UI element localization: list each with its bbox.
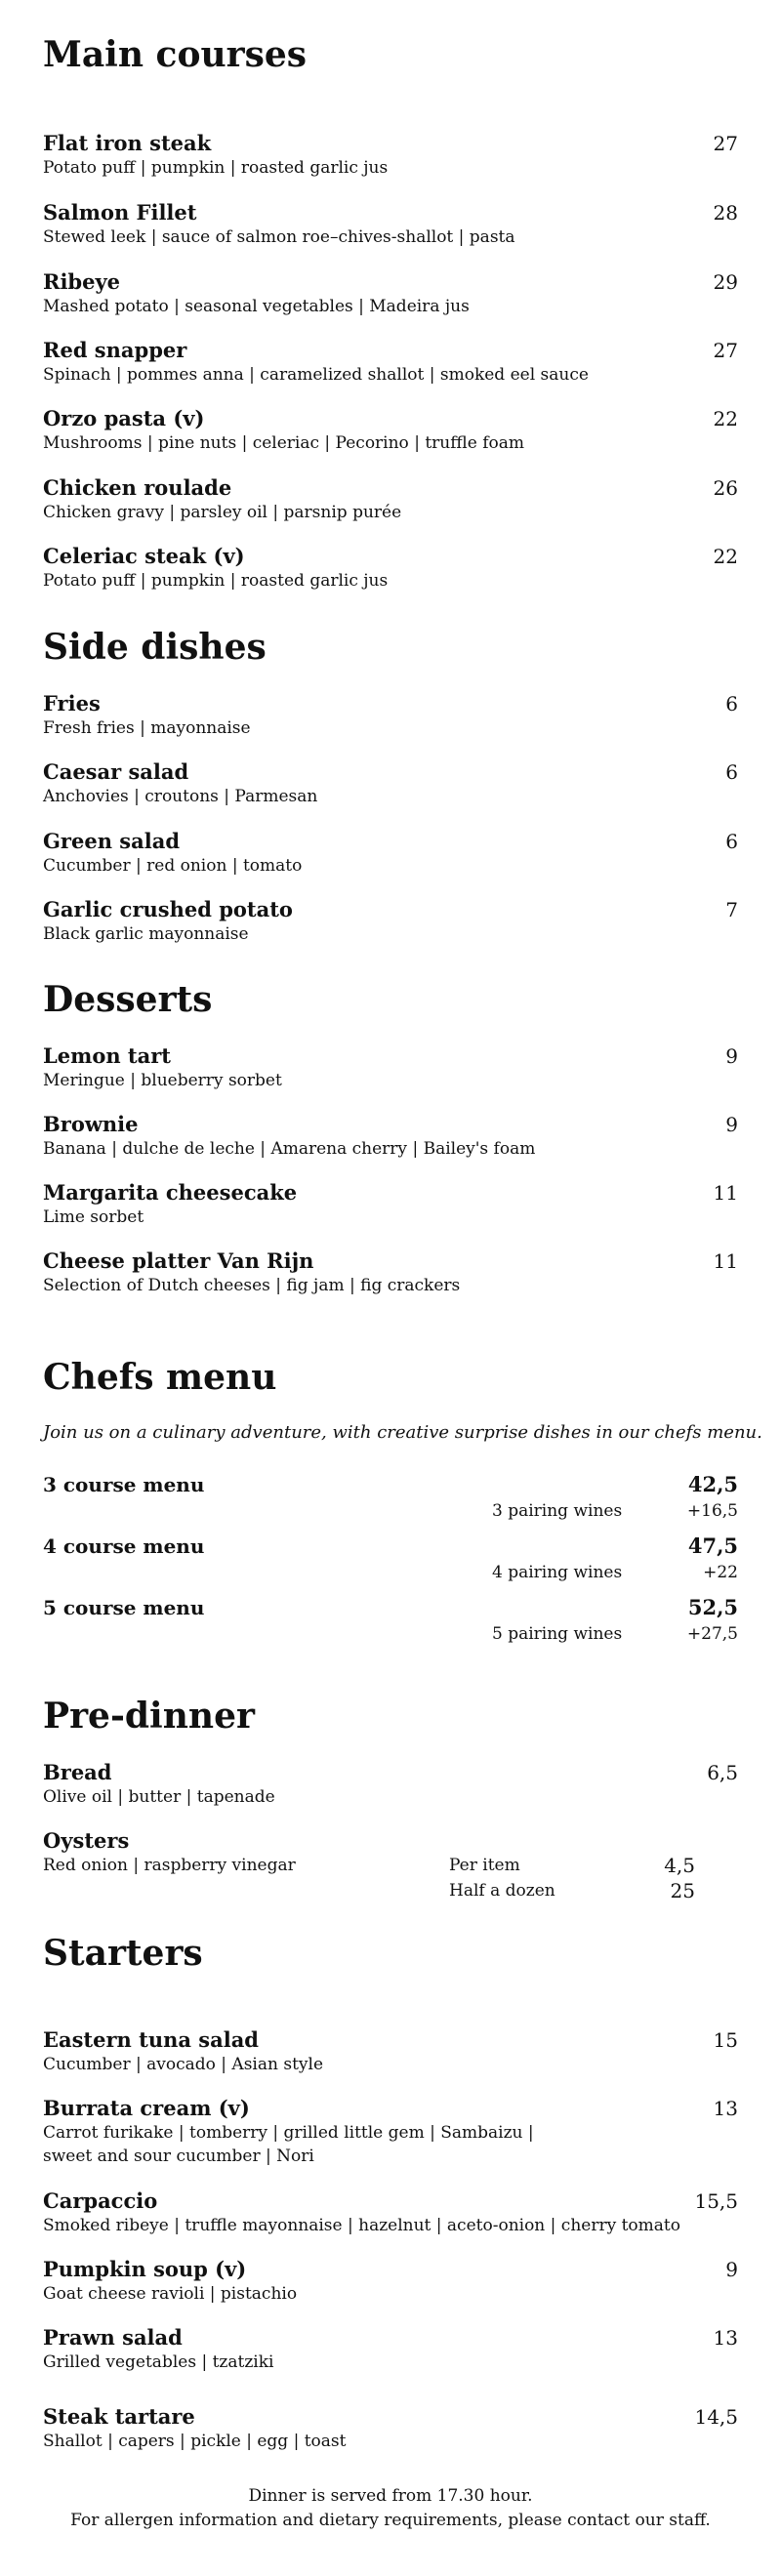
item-name: Garlic crushed potato [43,897,293,921]
item-price: 9 [725,1044,738,1068]
pairing-wines-label: 3 pairing wines [492,1501,623,1521]
item-name: Brownie [43,1112,139,1136]
course-price: 52,5 [687,1595,738,1619]
footer-serving-time: Dinner is served from 17.30 hour. [248,2486,533,2506]
item-description: Selection of Dutch cheeses | fig jam | fig crackers [43,1276,461,1295]
menu-item [43,1043,738,1092]
course-name: 5 course menu [43,1596,205,1619]
menu-item [43,131,738,180]
pairing-wines-label: 4 pairing wines [492,1563,623,1582]
item-price: 14,5 [694,2405,738,2429]
item-price: 15 [713,2028,738,2052]
item-description: Grilled vegetables | tzatziki [43,2352,274,2372]
menu-item [43,338,738,387]
item-description: Mashed potato | seasonal vegetables | Madeira jus [43,297,470,316]
item-description: Cucumber | avocado | Asian style [43,2055,324,2074]
course-price: 47,5 [687,1533,738,1558]
menu-item [43,2257,738,2306]
item-price: 15,5 [694,2189,738,2213]
item-price: 6,5 [707,1761,738,1784]
course-name: 3 course menu [43,1473,205,1496]
oysters-per-item [449,1854,695,1879]
item-name: Cheese platter Van Rijn [43,1248,314,1273]
item-description: Chicken gravy | parsley oil | parsnip purée [43,503,402,522]
item-name: Chicken roulade [43,475,232,500]
item-description: Lime sorbet [43,1207,144,1227]
item-name: Green salad [43,829,180,853]
item-price: 6 [725,692,738,716]
item-description: Spinach | pommes anna | caramelized shallot | smoked eel sauce [43,365,589,385]
item-description: Potato puff | pumpkin | roasted garlic jus [43,571,389,591]
menu-item [43,2027,738,2076]
item-name: Celeriac steak (v) [43,544,245,568]
item-price: 29 [713,270,738,294]
item-price: 28 [713,201,738,225]
section-title-side-dishes: Side dishes [43,627,267,668]
pairing-wines-price: +27,5 [686,1624,738,1644]
oysters-half-dozen-price: 25 [670,1879,695,1902]
pairing-wines-price: +16,5 [686,1501,738,1521]
menu-item [43,691,738,740]
item-name: Lemon tart [43,1043,172,1068]
item-price: 13 [713,2326,738,2350]
menu-item [43,897,738,946]
section-title-starters: Starters [43,1933,203,1974]
menu-item [43,2325,738,2374]
item-description: Stewed leek | sauce of salmon roe–chives-shallot | pasta [43,227,515,247]
item-description: Cucumber | red onion | tomato [43,856,303,876]
menu-item [43,1248,738,1297]
item-price: 27 [713,132,738,155]
item-price: 13 [713,2097,738,2120]
item-description: Carrot furikake | tomberry | grilled little gem | Sambaizu | sweet and sour cucumber | Nori [43,2123,534,2166]
item-name: Carpaccio [43,2188,158,2213]
course-menu-option [43,1595,738,1648]
menu-item [43,759,738,808]
oysters-half-dozen [449,1879,695,1904]
item-description: Goat cheese ravioli | pistachio [43,2284,298,2304]
menu-item [43,544,738,593]
course-menu-option [43,1533,738,1586]
course-price: 42,5 [687,1472,738,1496]
item-description: Banana | dulche de leche | Amarena cherry | Bailey's foam [43,1139,536,1159]
menu-item [43,269,738,318]
item-description: Anchovies | croutons | Parmesan [43,787,318,806]
item-name: Fries [43,691,101,716]
item-price: 6 [725,760,738,784]
item-description: Black garlic mayonnaise [43,924,249,944]
menu-item [43,829,738,878]
oysters-per-item-label: Per item [449,1856,520,1875]
footer-allergen-info: For allergen information and dietary requirements, please contact our staff. [70,2511,711,2530]
item-description: Meringue | blueberry sorbet [43,1071,282,1090]
item-description: Potato puff | pumpkin | roasted garlic jus [43,158,389,178]
section-title-pre-dinner: Pre-dinner [43,1696,255,1737]
item-name: Prawn salad [43,2325,183,2350]
menu-item [43,2188,738,2237]
item-price: 26 [713,476,738,500]
item-name: Ribeye [43,269,121,294]
oysters-half-dozen-label: Half a dozen [449,1881,555,1901]
item-name: Orzo pasta (v) [43,406,205,430]
menu-item [43,2096,738,2168]
item-price: 7 [725,898,738,921]
item-description: Mushrooms | pine nuts | celeriac | Pecorino | truffle foam [43,433,524,453]
item-description: Fresh fries | mayonnaise [43,718,251,738]
course-menu-option [43,1472,738,1525]
item-name: Eastern tuna salad [43,2027,259,2052]
item-price: 27 [713,339,738,362]
menu-item [43,1760,738,1809]
item-description: Red onion | raspberry vinegar [43,1856,296,1875]
item-price: 22 [713,545,738,568]
item-description: Smoked ribeye | truffle mayonnaise | hazelnut | aceto-onion | cherry tomato [43,2216,680,2235]
item-price: 6 [725,830,738,853]
item-price: 9 [725,2258,738,2281]
item-name: Caesar salad [43,759,189,784]
item-name: Margarita cheesecake [43,1180,298,1205]
item-name: Pumpkin soup (v) [43,2257,247,2281]
item-name: Bread [43,1760,112,1784]
item-price: 11 [713,1249,738,1273]
item-price: 22 [713,407,738,430]
menu-item [43,2404,738,2453]
item-name: Oysters [43,1828,130,1853]
menu-item [43,406,738,455]
item-name: Steak tartare [43,2404,195,2429]
pairing-wines-label: 5 pairing wines [492,1624,623,1644]
menu-item [43,475,738,524]
item-name: Burrata cream (v) [43,2096,250,2120]
menu-item [43,200,738,249]
section-title-chefs-menu: Chefs menu [43,1357,277,1398]
item-description: Olive oil | butter | tapenade [43,1787,275,1807]
chefs-menu-intro: Join us on a culinary adventure, with creative surprise dishes in our chefs menu. [43,1422,762,1443]
item-name: Salmon Fillet [43,200,197,225]
item-name: Flat iron steak [43,131,212,155]
menu-item [43,1112,738,1161]
section-title-desserts: Desserts [43,979,213,1020]
item-description: Shallot | capers | pickle | egg | toast [43,2432,347,2451]
item-price: 9 [725,1113,738,1136]
oysters-per-item-price: 4,5 [664,1854,695,1877]
pairing-wines-price: +22 [703,1563,738,1582]
course-name: 4 course menu [43,1534,205,1558]
menu-item [43,1180,738,1229]
item-price: 11 [713,1181,738,1205]
item-name: Red snapper [43,338,187,362]
section-title-main-courses: Main courses [43,34,308,75]
